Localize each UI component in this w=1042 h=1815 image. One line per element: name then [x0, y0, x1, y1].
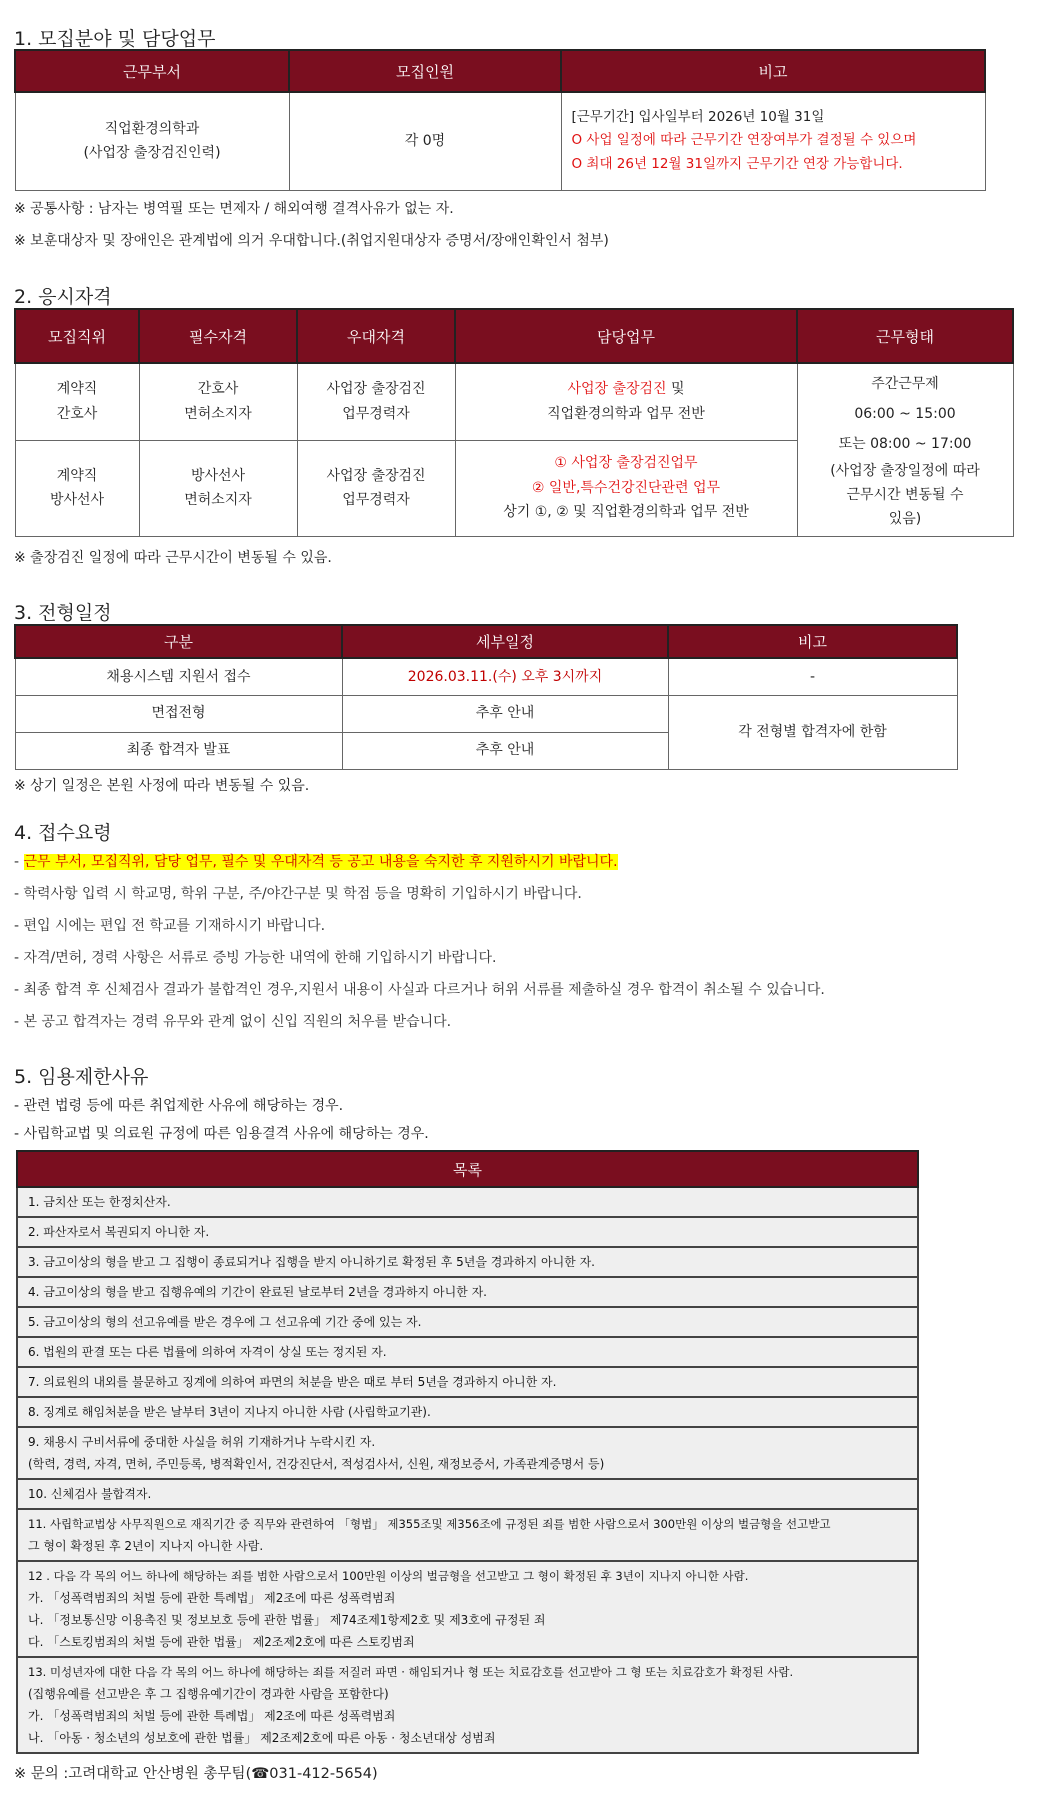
- radiologist-preferred: [297, 440, 455, 536]
- interview-date: 추후 안내: [342, 695, 668, 732]
- header-count: 모집인원: [289, 50, 561, 92]
- list-item-text: 그 형이 확정된 후 2년이 지나지 아니한 사람.: [28, 1539, 264, 1553]
- nurse-duty: [455, 363, 797, 440]
- remark-max: O 최대 26년 12월 31일까지 근무기간 연장 가능합니다.: [571, 156, 903, 173]
- section-5-title: 5. 임용제한사유: [14, 1066, 149, 1088]
- list-item-text: 나. 「아동 · 청소년의 성보호에 관한 법률」 제2조제2호에 따른 아동 · 청소년대상 성범죄: [28, 1731, 496, 1745]
- list-item: [17, 1561, 918, 1657]
- list-item: [17, 1217, 918, 1247]
- preferred-line1: 사업장 출장검진: [326, 381, 426, 398]
- header-required: 필수자격: [139, 309, 297, 363]
- apply-note: -: [668, 658, 957, 695]
- radiologist-required: [139, 440, 297, 536]
- phone-icon: ☎: [251, 1766, 270, 1782]
- preferred-line2: 업무경력자: [342, 405, 410, 422]
- preferred-line2: 업무경력자: [342, 492, 410, 508]
- duty-line2: 직업환경의학과 업무 전반: [547, 405, 705, 422]
- header-duty: 담당업무: [455, 309, 797, 363]
- required-holder: 면허소지자: [184, 492, 252, 508]
- stage-note: 각 전형별 합격자에 한함: [668, 695, 957, 769]
- list-item-text: 10. 신체검사 불합격자.: [28, 1487, 152, 1501]
- nurse-required: [139, 363, 297, 440]
- radiologist-duty: [455, 440, 797, 536]
- work-type-cell: [797, 363, 1013, 536]
- position-type: 계약직: [56, 467, 98, 484]
- required-license: 방사선사: [190, 467, 246, 484]
- work-hours-1: 06:00 ~ 15:00: [854, 405, 956, 422]
- list-item-text: 5. 금고이상의 형의 선고유예를 받은 경우에 그 선고유예 기간 중에 있는 자.: [28, 1315, 422, 1329]
- application-guide-3: - 편입 시에는 편입 전 학교를 기재하시기 바랍니다.: [14, 918, 326, 934]
- list-item-text: 1. 금치산 또는 한정치산자.: [28, 1195, 171, 1209]
- work-system: 주간근무제: [871, 375, 939, 392]
- dept-line1: 직업환경의학과: [104, 120, 200, 137]
- list-item: [17, 1337, 918, 1367]
- list-item-text: (집행유예를 선고받은 후 그 집행유예기간이 경과한 사람을 포함한다): [28, 1687, 389, 1701]
- apply-stage: 채용시스템 지원서 접수: [15, 658, 342, 695]
- dash: -: [14, 854, 24, 870]
- list-item-text: (학력, 경력, 자격, 면허, 주민등록, 병적확인서, 건강진단서, 적성검사서, 신원, 재정보증서, 가족관계증명서 등): [28, 1457, 605, 1471]
- header-position: 모집직위: [15, 309, 139, 363]
- dept-cell: [15, 92, 289, 190]
- list-item: [17, 1247, 918, 1277]
- header-category: 구분: [15, 625, 342, 658]
- contact-prefix: ※ 문의 :고려대학교 안산병원 총무팀(: [14, 1766, 252, 1782]
- duty-and: 및: [666, 381, 685, 398]
- list-item-text: 13. 미성년자에 대한 다음 각 목의 어느 하나에 해당하는 죄를 저질러 파면 · 해임되거나 형 또는 치료감호를 선고받아 그 형 또는 치료감호가 확정된 사람.: [28, 1665, 794, 1679]
- disqualification-list: [16, 1150, 919, 1754]
- list-item-text: 다. 「스토킹범죄의 처벌 등에 관한 법률」 제2조제2호에 따른 스토킹범죄: [28, 1635, 415, 1649]
- list-item-text: 6. 법원의 판결 또는 다른 법률에 의하여 자격이 상실 또는 정지된 자.: [28, 1345, 387, 1359]
- duty-line3: 상기 ①, ② 및 직업환경의학과 업무 전반: [503, 504, 749, 521]
- schedule-table: [14, 624, 958, 770]
- contact-suffix: ): [372, 1766, 378, 1782]
- section-2-title: 2. 응시자격: [14, 286, 112, 308]
- dept-line2: (사업장 출장검진인력): [83, 145, 221, 162]
- preferred-line1: 사업장 출장검진: [326, 467, 426, 484]
- work-hours-2: 또는 08:00 ~ 17:00: [838, 435, 972, 452]
- work-note-1: (사업장 출장일정에 따라: [830, 462, 980, 479]
- remark-period: [근무기간] 입사일부터 2026년 10월 31일: [571, 108, 825, 125]
- application-guide-1: [14, 851, 618, 871]
- highlighted-guide: 근무 부서, 모집직위, 담당 업무, 필수 및 우대자격 등 공고 내용을 숙지한 후 지원하시기 바랍니다.: [23, 854, 618, 870]
- list-item-text: 12 . 다음 각 목의 어느 하나에 해당하는 죄를 범한 사람으로서 100만원 이상의 벌금형을 선고받고 그 형이 확정된 후 3년이 지나지 아니한 사람.: [28, 1569, 749, 1583]
- remark-extension: O 사업 일정에 따라 근무기간 연장여부가 결정될 수 있으며: [571, 132, 917, 149]
- list-header: 목록: [17, 1151, 918, 1187]
- contact-info: [14, 1762, 378, 1783]
- header-remark: 비고: [561, 50, 985, 92]
- list-item-text: 4. 금고이상의 형을 받고 집행유예의 기간이 완료된 날로부터 2년을 경과하지 아니한 자.: [28, 1285, 487, 1299]
- qualification-table: [14, 308, 1014, 537]
- application-guide-2: - 학력사항 입력 시 학교명, 학위 구분, 주/야간구분 및 학점 등을 명확히 기입하시기 바랍니다.: [14, 886, 582, 902]
- position-name: 방사선사: [49, 492, 105, 508]
- recruit-table: [14, 49, 986, 191]
- list-item-text: 9. 채용시 구비서류에 중대한 사실을 허위 기재하거나 누락시킨 자.: [28, 1435, 376, 1449]
- restriction-line-2: - 사립학교법 및 의료원 규정에 따른 임용결격 사유에 해당하는 경우.: [14, 1126, 429, 1142]
- list-item-text: 가. 「성폭력범죄의 처벌 등에 관한 특례법」 제2조에 따른 성폭력범죄: [28, 1709, 396, 1723]
- header-preferred: 우대자격: [297, 309, 455, 363]
- final-announcement-date: 추후 안내: [342, 732, 668, 769]
- section-1-title: 1. 모집분야 및 담당업무: [14, 28, 216, 50]
- list-item: [17, 1479, 918, 1509]
- position-type: 계약직: [56, 381, 98, 398]
- schedule-change-note: ※ 출장검진 일정에 따라 근무시간이 변동될 수 있음.: [14, 550, 332, 566]
- list-item: [17, 1397, 918, 1427]
- work-note-2: 근무시간 변동될 수: [846, 486, 964, 503]
- nurse-preferred: [297, 363, 455, 440]
- header-work-type: 근무형태: [797, 309, 1013, 363]
- list-item-text: 2. 파산자로서 복권되지 아니한 자.: [28, 1225, 210, 1239]
- required-license: 간호사: [197, 381, 239, 398]
- apply-deadline: 2026.03.11.(수) 오후 3시까지: [342, 658, 668, 695]
- nurse-position: [15, 363, 139, 440]
- work-note-3: 있음): [888, 510, 922, 527]
- list-item: [17, 1307, 918, 1337]
- count-cell: 각 0명: [289, 92, 561, 190]
- list-item: [17, 1277, 918, 1307]
- header-note: 비고: [668, 625, 957, 658]
- header-dept: 근무부서: [15, 50, 289, 92]
- final-announcement-stage: 최종 합격자 발표: [15, 732, 342, 769]
- required-holder: 면허소지자: [184, 405, 252, 422]
- list-item: [17, 1509, 918, 1561]
- veteran-preference-note: ※ 보훈대상자 및 장애인은 관계법에 의거 우대합니다.(취업지원대상자 증명서/장애인확인서 첨부): [14, 233, 609, 249]
- duty-line1: ① 사업장 출장검진업무: [554, 455, 698, 472]
- section-4-title: 4. 접수요령: [14, 822, 112, 844]
- list-item-text: 8. 징계로 해임처분을 받은 날부터 3년이 지나지 아니한 사람 (사립학교기관).: [28, 1405, 431, 1419]
- application-guide-5: - 최종 합격 후 신체검사 결과가 불합격인 경우,지원서 내용이 사실과 다르거나 허위 서류를 제출하실 경우 합격이 취소될 수 있습니다.: [14, 982, 825, 998]
- list-item-text: 7. 의료원의 내외를 불문하고 징계에 의하여 파면의 처분을 받은 때로 부터 5년을 경과하지 아니한 자.: [28, 1375, 557, 1389]
- section-3-title: 3. 전형일정: [14, 602, 112, 624]
- schedule-note: ※ 상기 일정은 본원 사정에 따라 변동될 수 있음.: [14, 778, 310, 794]
- application-guide-6: - 본 공고 합격자는 경력 유무와 관계 없이 신입 직원의 처우를 받습니다.: [14, 1014, 452, 1030]
- duty-line1: [460, 377, 793, 402]
- position-name: 간호사: [56, 405, 98, 422]
- list-item: [17, 1367, 918, 1397]
- remark-cell: [561, 92, 985, 190]
- common-requirement-note: ※ 공통사항 : 남자는 병역필 또는 면제자 / 해외여행 결격사유가 없는 자.: [14, 201, 454, 217]
- list-item-text: 나. 「정보통신망 이용촉진 및 정보보호 등에 관한 법률」 제74조제1항제2호 및 제3호에 규정된 죄: [28, 1613, 546, 1627]
- radiologist-position: [15, 440, 139, 536]
- list-item-text: 3. 금고이상의 형을 받고 그 집행이 종료되거나 집행을 받지 아니하기로 확정된 후 5년을 경과하지 아니한 자.: [28, 1255, 595, 1269]
- application-guide-4: - 자격/면허, 경력 사항은 서류로 증빙 가능한 내역에 한해 기입하시기 바랍니다.: [14, 950, 497, 966]
- contact-number: 031-412-5654: [269, 1766, 373, 1782]
- duty-highlight: 사업장 출장검진: [567, 381, 667, 398]
- header-detail: 세부일정: [342, 625, 668, 658]
- interview-stage: 면접전형: [15, 695, 342, 732]
- list-item: [17, 1427, 918, 1479]
- list-item: [17, 1657, 918, 1753]
- duty-line2: ② 일반,특수건강진단관련 업무: [531, 479, 721, 496]
- list-item-text: 11. 사립학교법상 사무직원으로 재직기간 중 직무와 관련하여 「형법」 제355조및 제356조에 규정된 죄를 범한 사람으로서 300만원 이상의 벌금형을 선고받고: [28, 1517, 831, 1531]
- restriction-line-1: - 관련 법령 등에 따른 취업제한 사유에 해당하는 경우.: [14, 1098, 344, 1114]
- list-item-text: 가. 「성폭력범죄의 처벌 등에 관한 특례법」 제2조에 따른 성폭력범죄: [28, 1591, 396, 1605]
- list-item: [17, 1187, 918, 1217]
